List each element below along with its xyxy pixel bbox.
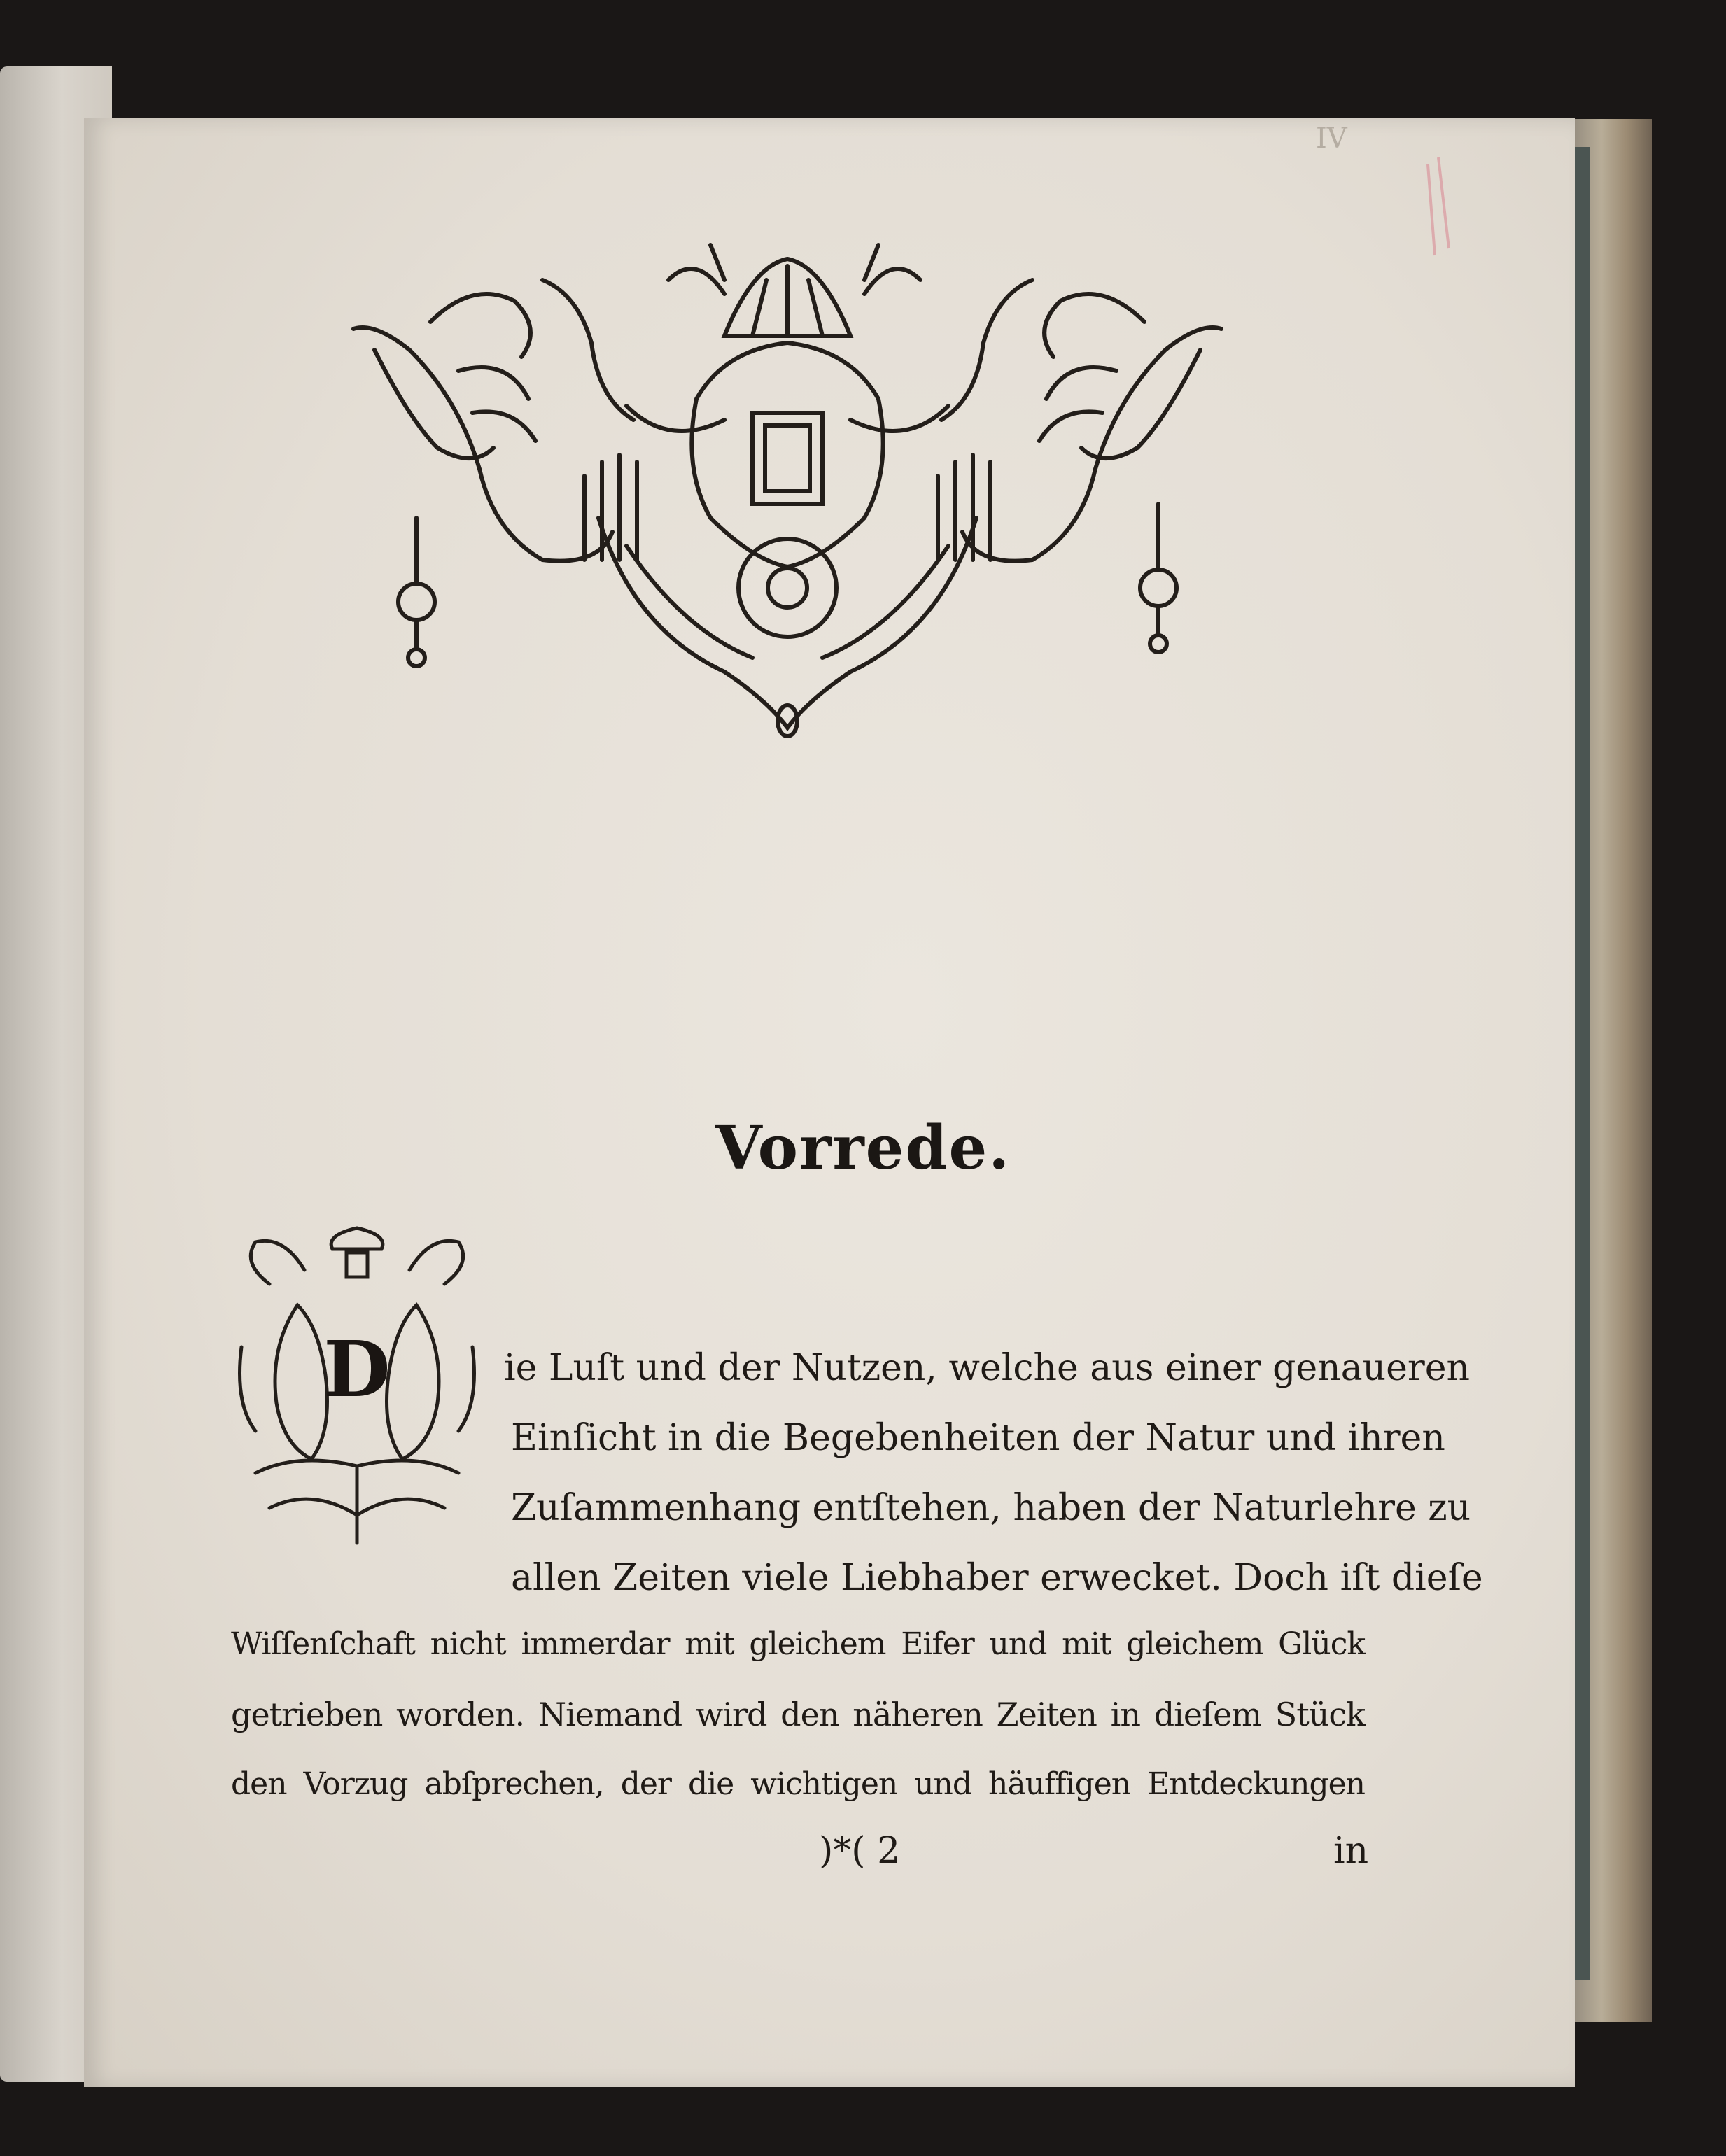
page-number-bleedthrough: IV <box>1316 122 1347 155</box>
book-right-edge <box>1568 119 1652 2022</box>
headpiece-ornament <box>332 238 1242 742</box>
svg-text:D: D <box>323 1324 391 1414</box>
text-line: Einſicht in die Begebenheiten der Natur und ihren <box>511 1417 1445 1459</box>
red-ink-mark <box>1421 150 1456 262</box>
text-line: den Vorzug abſprechen, der die wichtigen und häuffigen Entdeckungen <box>231 1766 1365 1802</box>
decorated-initial <box>227 1221 486 1550</box>
text-line: allen Zeiten viele Liebhaber erwecket. Doch iſt dieſe <box>511 1557 1483 1599</box>
text-line: Zuſammenhang entſtehen, haben der Naturlehre zu <box>511 1487 1471 1529</box>
text-line: ie Luſt und der Nutzen, welche aus einer genaueren <box>504 1347 1471 1389</box>
catchword: in <box>1333 1830 1369 1872</box>
book-spine <box>1575 147 1590 1980</box>
text-line: Wiſſenſchaft nicht immerdar mit gleichem Eifer und mit gleichem Glück <box>231 1626 1365 1662</box>
text-line: getrieben worden. Niemand wird den näheren Zeiten in dieſem Stück <box>231 1696 1365 1733</box>
signature-mark: )*( 2 <box>819 1830 901 1872</box>
page-title: Vorrede. <box>715 1113 1011 1183</box>
